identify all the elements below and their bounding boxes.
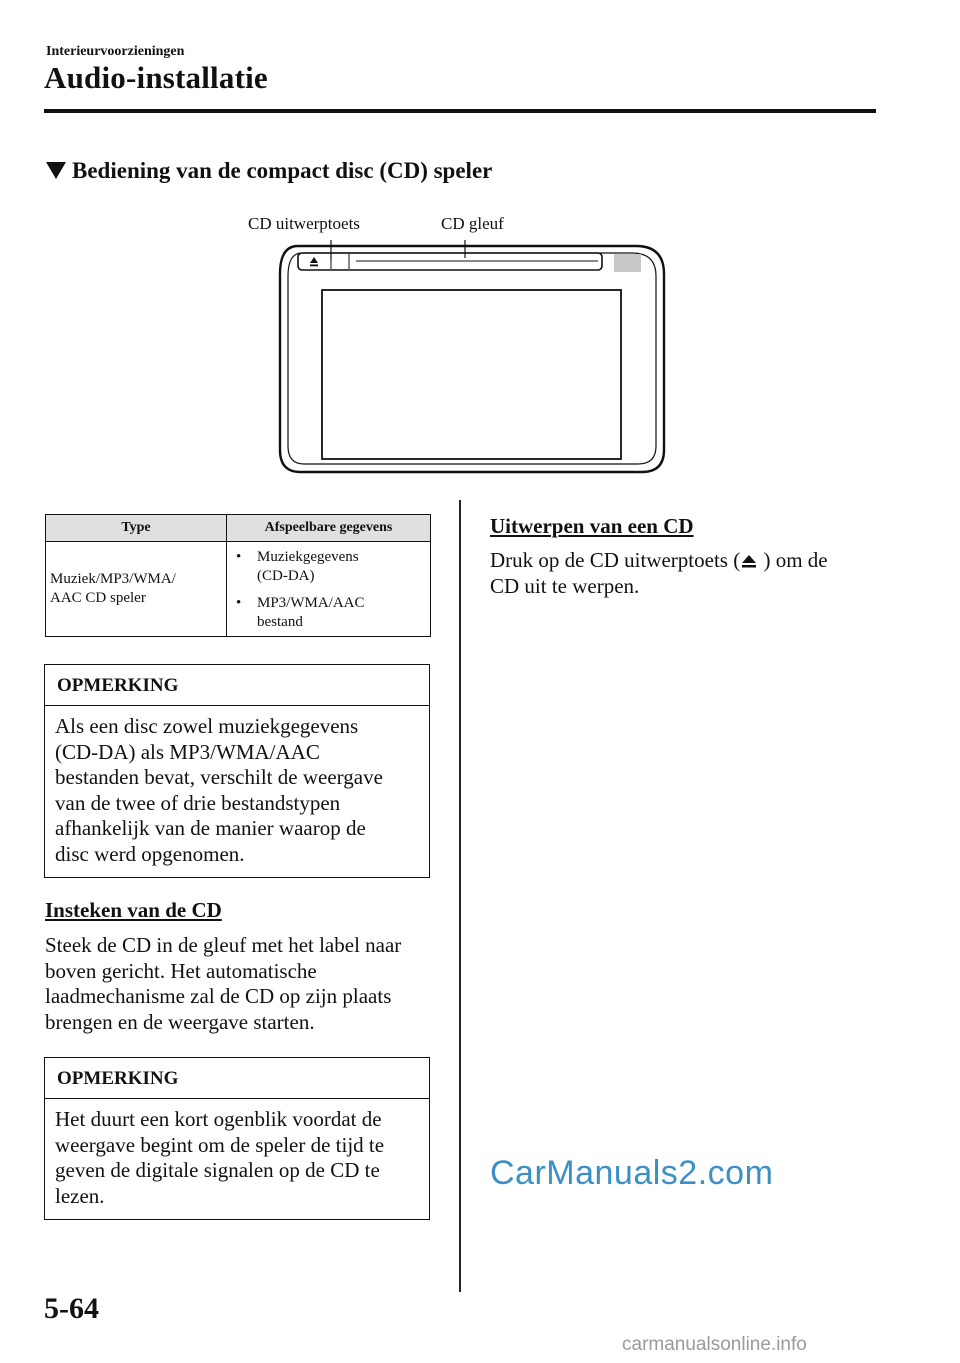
watermark-footer: carmanualsonline.info [622,1334,807,1355]
section-title: Audio-installatie [44,60,268,95]
list-item: • Muziekgegevens (CD-DA) [231,548,426,586]
note-box-delay [44,1057,430,1220]
display-screen [322,290,621,459]
cd-player-illustration [276,240,668,476]
insert-cd-text: Steek de CD in de gleuf met het label naar boven gericht. Het automatische laadmechanisme zal de CD op zijn plaats brengen en de weergave starten. [45,933,402,1034]
note-body: Het duurt een kort ogenblik voordat de weergave begint om de speler de tijd te geven de digitale signalen op de CD te lezen. [55,1107,385,1208]
header-rule [44,109,876,113]
triangle-down-icon [46,162,66,179]
playable-data-table [45,514,431,637]
eject-icon [740,554,758,568]
note-box-multiformat [44,664,430,878]
chapter-title: Interieurvoorzieningen [46,44,185,59]
column-divider [459,500,461,1292]
note-body: Als een disc zowel muziekgegevens (CD-DA) als MP3/WMA/AAC bestanden bevat, verschilt de weergave van de twee of drie bestandstypen afhankelijk van de manier waarop de disc werd opgenomen. [55,714,383,866]
eject-icon [310,257,318,266]
cell-type: Muziek/MP3/WMA/ AAC CD speler [46,542,227,637]
column-header-data: Afspeelbare gegevens [227,515,431,542]
side-button [614,254,641,272]
note-title: OPMERKING [45,665,429,706]
cell-data [227,542,431,637]
label-eject-button: CD uitwerptoets [248,214,360,233]
list-item: • MP3/WMA/AAC bestand [231,594,426,632]
eject-cd-text: Druk op de CD uitwerptoets ( ) om de CD uit te werpen. [490,548,828,598]
eject-cd-heading: Uitwerpen van een CD [490,514,694,538]
watermark-logo: CarManuals2.com [490,1154,774,1192]
subsection-heading [46,158,492,184]
table-row [46,542,431,637]
subsection-heading-text: Bediening van de compact disc (CD) speler [72,158,493,183]
note-title: OPMERKING [45,1058,429,1099]
page-number: 5-64 [44,1292,99,1325]
label-cd-slot: CD gleuf [441,214,504,233]
column-header-type: Type [46,515,227,542]
insert-cd-heading: Insteken van de CD [45,898,222,922]
